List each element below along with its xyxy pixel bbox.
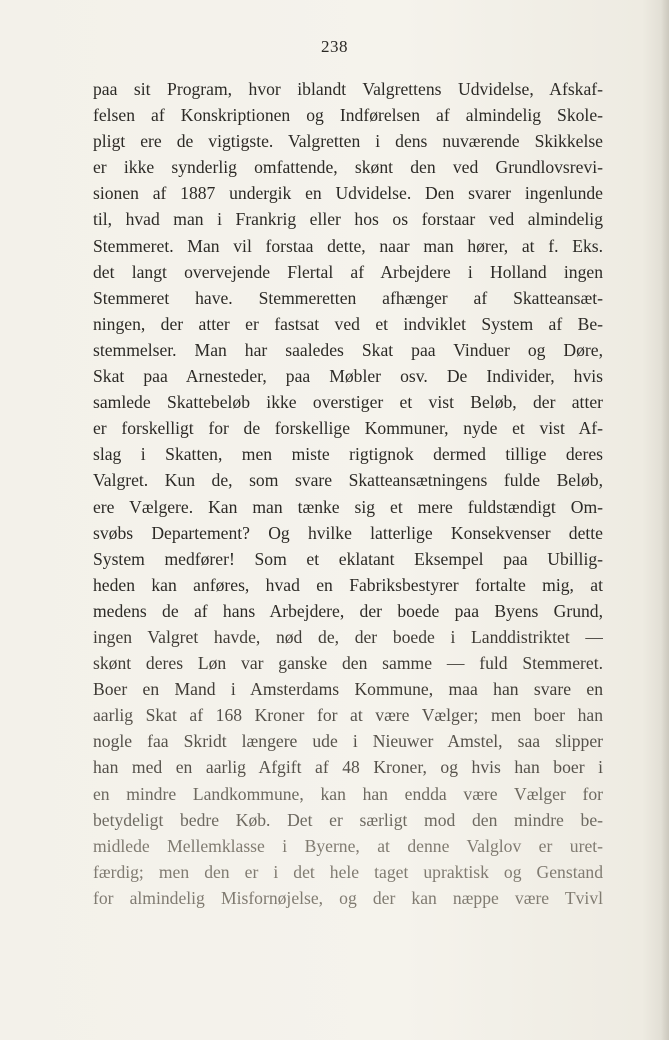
text-line: pligt ere de vigtigste. Valgretten i dens nuværende Skikkelse [93, 131, 603, 152]
text-line: det langt overvejende Flertal af Arbejdere i Holland ingen [93, 261, 603, 282]
text-line: paa sit Program, hvor iblandt Valgrettens Udvidelse, Afskaf- [93, 79, 603, 99]
text-line: samlede Skattebeløb ikke overstiger et vist Beløb, der atter [93, 392, 603, 413]
text-line: sionen af 1887 undergik en Udvidelse. Den svarer ingenlunde [93, 183, 603, 204]
text-line: stemmelser. Man har saaledes Skat paa Vinduer og Døre, [93, 339, 603, 360]
text-line: for almindelig Misfornøjelse, og der kan næppe være Tvivl [93, 887, 603, 908]
text-line: svøbs Departement? Og hvilke latterlige Konsekvenser dette [93, 522, 603, 543]
page-edge-shadow [661, 0, 669, 1040]
text-line: felsen af Konskriptionen og Indførelsen af almindelig Skole- [93, 105, 603, 126]
text-line: Boer en Mand i Amsterdams Kommune, maa han svare en [93, 679, 603, 700]
text-line: en mindre Landkommune, kan han endda være Vælger for [93, 783, 603, 804]
text-line: System medfører! Som et eklatant Eksempel paa Ubillig- [93, 548, 603, 569]
page-number: 238 [321, 37, 348, 56]
text-line: er forskelligt for de forskellige Kommuner, nyde et vist Af- [93, 418, 603, 439]
text-line: til, hvad man i Frankrig eller hos os forstaar ved almindelig [93, 209, 603, 230]
body-text [93, 76, 603, 911]
text-line: Skat paa Arnesteder, paa Møbler osv. De Individer, hvis [93, 366, 603, 387]
text-line: midlede Mellemklasse i Byerne, at denne Valglov er uret- [93, 835, 603, 856]
text-line: betydeligt bedre Køb. Det er særligt mod den mindre be- [93, 809, 603, 830]
text-line: ere Vælgere. Kan man tænke sig et mere fuldstændigt Om- [93, 496, 603, 517]
text-line: han med en aarlig Afgift af 48 Kroner, og hvis han boer i [93, 757, 603, 778]
text-line: er ikke synderlig omfattende, skønt den ved Grundlovsrevi- [93, 157, 603, 178]
text-line: heden kan anføres, hvad en Fabriksbestyrer fortalte mig, at [93, 574, 603, 595]
text-line: Valgret. Kun de, som svare Skatteansætningens fulde Beløb, [93, 470, 603, 491]
text-line: medens de af hans Arbejdere, der boede paa Byens Grund, [93, 600, 603, 621]
text-line: ingen Valgret havde, nød de, der boede i Landdistriktet — [93, 626, 603, 647]
text-line: færdig; men den er i det hele taget upraktisk og Genstand [93, 861, 603, 882]
text-line: slag i Skatten, men miste rigtignok dermed tillige deres [93, 444, 603, 465]
text-line: nogle faa Skridt længere ude i Nieuwer Amstel, saa slipper [93, 731, 603, 752]
text-line: aarlig Skat af 168 Kroner for at være Vælger; men boer han [93, 705, 603, 726]
text-line: ningen, der atter er fastsat ved et indviklet System af Be- [93, 313, 603, 334]
text-line: Stemmeret have. Stemmeretten afhænger af Skatteansæt- [93, 287, 603, 308]
text-line: Stemmeret. Man vil forstaa dette, naar man hører, at f. Eks. [93, 235, 603, 256]
text-line: skønt deres Løn var ganske den samme — fuld Stemmeret. [93, 653, 603, 674]
